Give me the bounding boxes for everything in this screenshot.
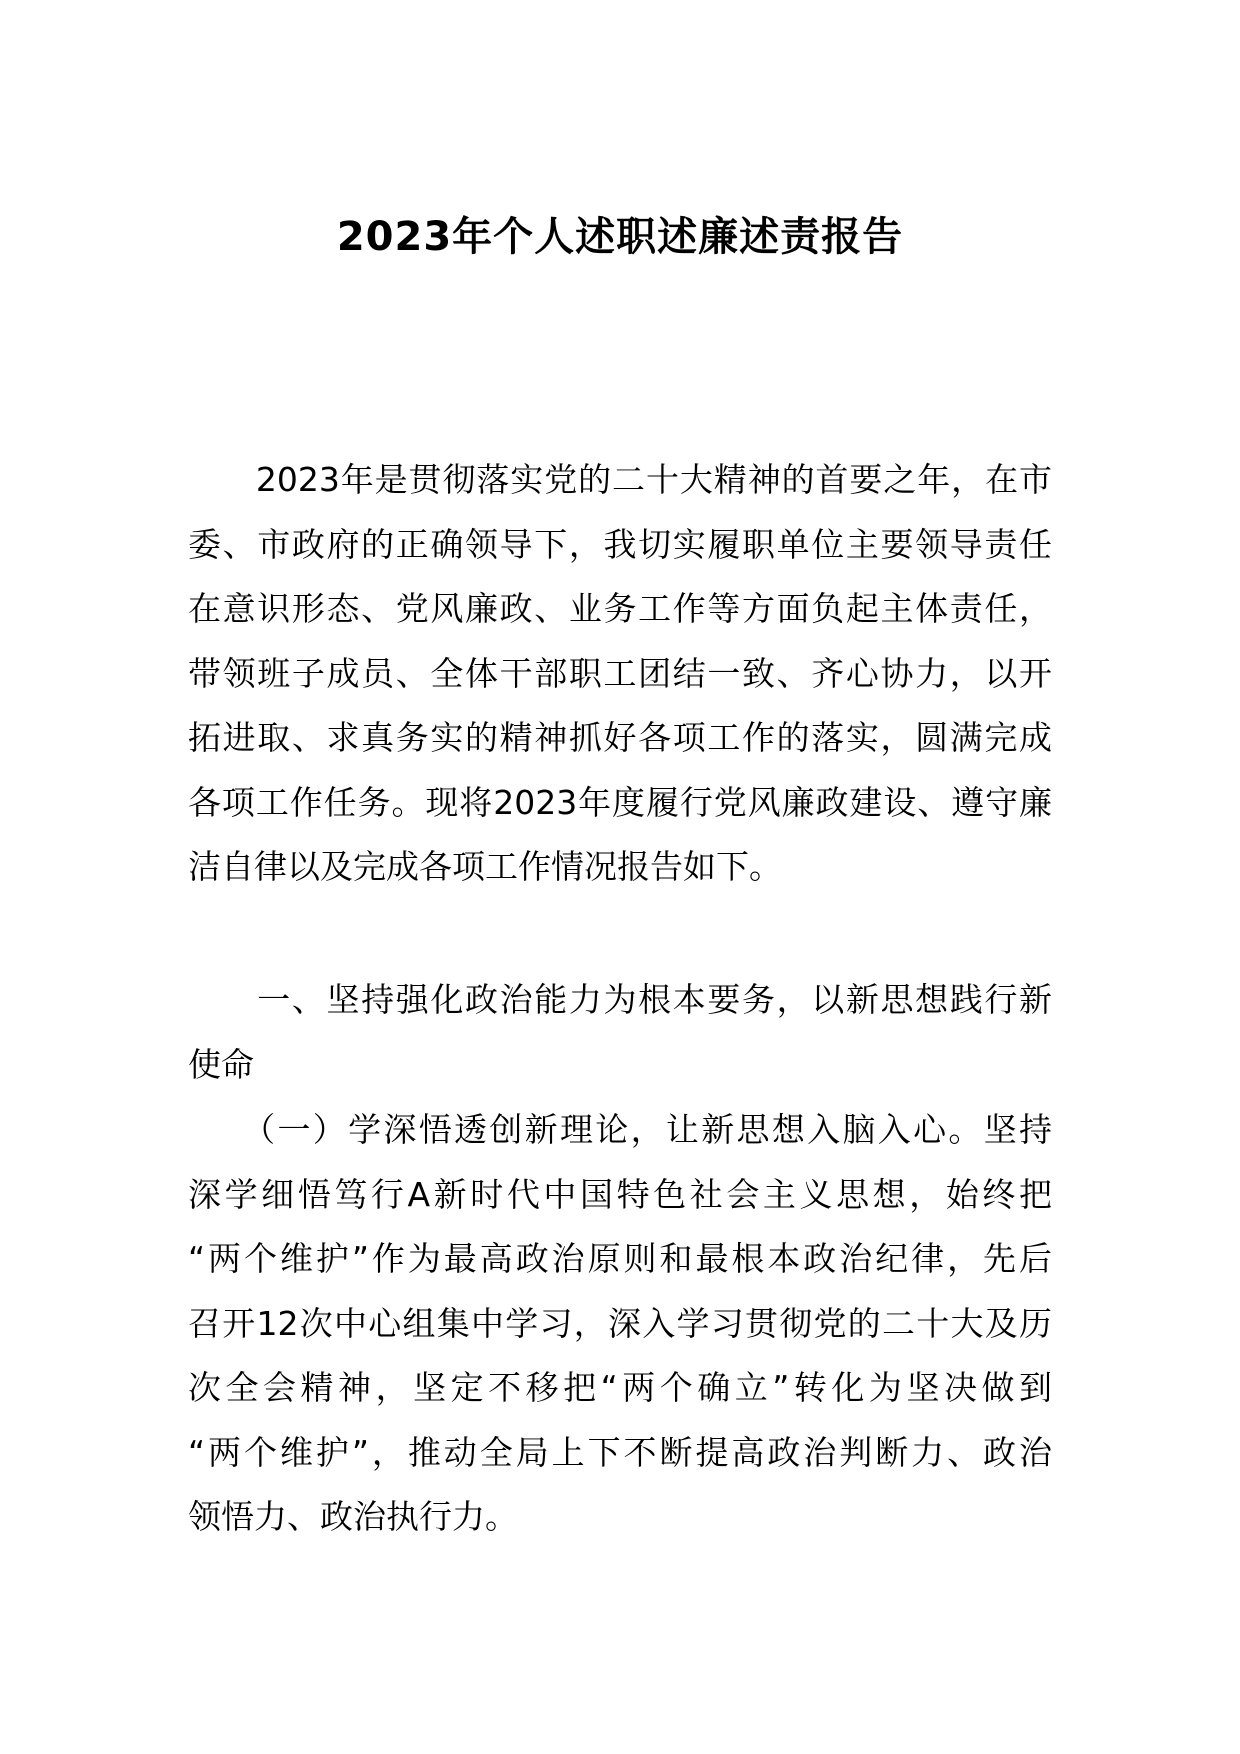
- text-line: 深学细悟笃行A新时代中国特色社会主义思想，始终把: [188, 1174, 1052, 1214]
- text-line: 拓进取、求真务实的精神抓好各项工作的落实，圆满完成: [188, 718, 1052, 757]
- text-line: 带领班子成员、全体干部职工团结一致、齐心协力，以开: [188, 653, 1052, 693]
- text-line: “两个维护”作为最高政治原则和最根本政治纪律，先后: [188, 1239, 1052, 1278]
- text-line: 2023年是贯彻落实党的二十大精神的首要之年，在市: [188, 460, 1052, 499]
- text-line: 一、坚持强化政治能力为根本要务，以新思想践行新: [188, 980, 1052, 1019]
- section-heading-1: [188, 968, 1052, 1097]
- text-line: 领悟力、政治执行力。: [188, 1497, 518, 1536]
- text-line: 次全会精神，坚定不移把“两个确立”转化为坚决做到: [188, 1368, 1052, 1407]
- intro-paragraph: [188, 448, 1052, 900]
- text-line: “两个维护”，推动全局上下不断提高政治判断力、政治: [188, 1432, 1052, 1472]
- text-line: 洁自律以及完成各项工作情况报告如下。: [188, 847, 782, 886]
- text-line: 召开12次中心组集中学习，深入学习贯彻党的二十大及历: [188, 1303, 1052, 1343]
- text-line: 在意识形态、党风廉政、业务工作等方面负起主体责任，: [188, 589, 1052, 628]
- text-line: 委、市政府的正确领导下，我切实履职单位主要领导责任: [188, 524, 1052, 564]
- subsection-paragraph-1: [188, 1098, 1052, 1550]
- document-title: 2023年个人述职述廉述责报告: [336, 214, 904, 260]
- text-line: 各项工作任务。现将2023年度履行党风廉政建设、遵守廉: [188, 782, 1052, 822]
- text-line: （一）学深悟透创新理论，让新思想入脑入心。坚持: [188, 1110, 1052, 1149]
- text-line: 使命: [188, 1044, 254, 1084]
